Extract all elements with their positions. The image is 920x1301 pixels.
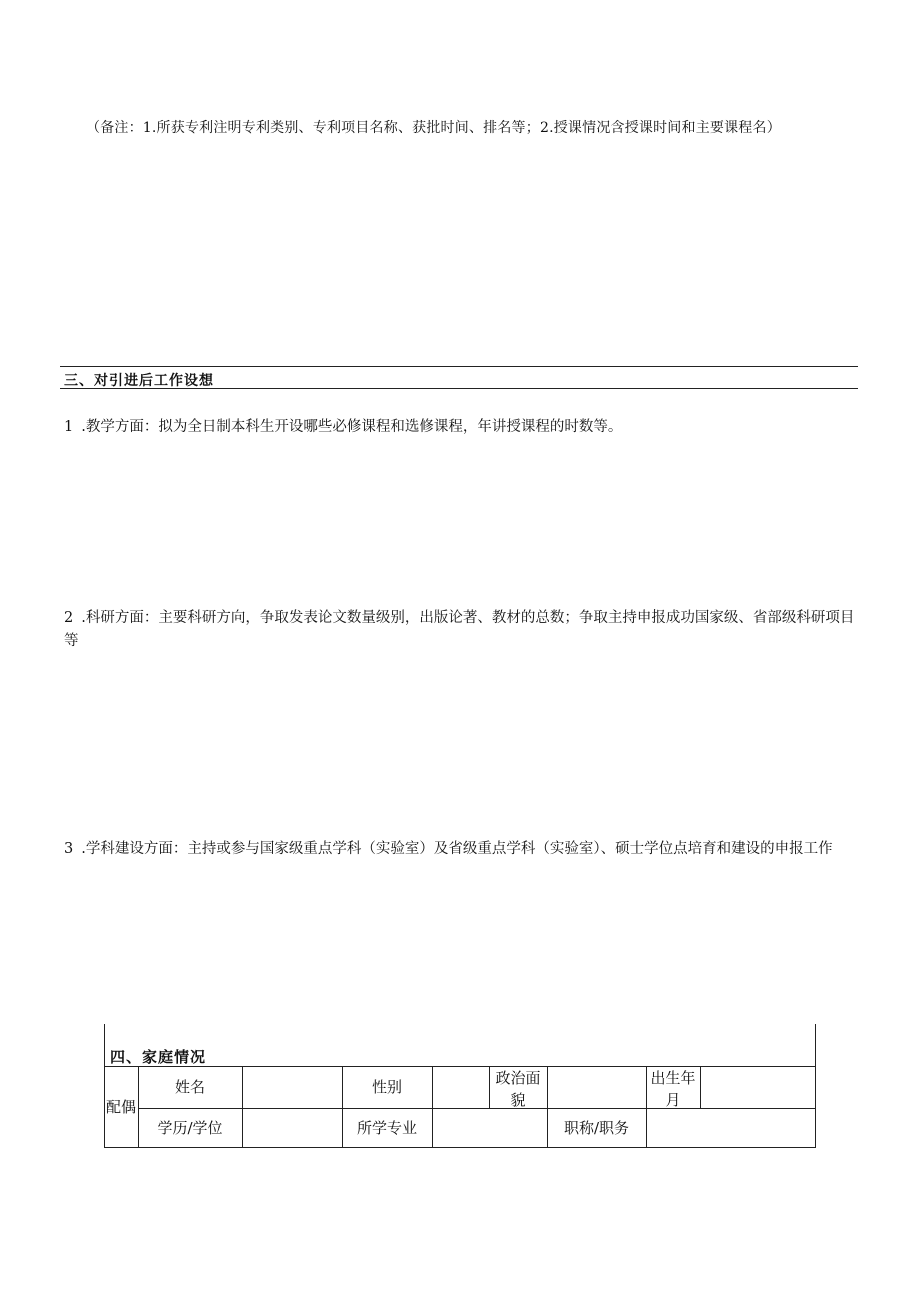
table-border-left: [104, 1024, 105, 1148]
table-border-bottom: [104, 1147, 816, 1148]
family-table: [104, 1024, 816, 1148]
birth-date-label: 出生年月: [650, 1069, 696, 1109]
gender-label: 性别: [371, 1078, 402, 1096]
item-number: 2: [64, 610, 74, 626]
plan-item-research: [64, 607, 859, 653]
item-text: .科研方面：主要科研方向，争取发表论文数量级别，出版论著、教材的总数；争取主持申报成功国家级、省部级科研项目等: [64, 610, 855, 649]
table-line: [700, 1066, 701, 1108]
family-section-title: 四、家庭情况: [110, 1048, 207, 1066]
table-line: [104, 1066, 816, 1067]
table-border-right: [815, 1024, 816, 1148]
section-bottom-rule: [60, 388, 858, 389]
item-number: 3: [64, 841, 74, 857]
table-line: [242, 1066, 243, 1148]
remark-note: （备注：1.所获专利注明专利类别、专利项目名称、获批时间、排名等；2.授课情况含授课时间和主要课程名）: [86, 120, 781, 136]
plan-item-discipline: [64, 838, 859, 861]
job-title-label: 职称/职务: [563, 1119, 630, 1137]
table-line: [432, 1066, 433, 1148]
major-label: 所学专业: [356, 1119, 417, 1137]
section3-title: 三、对引进后工作设想: [64, 373, 214, 389]
item-text: .学科建设方面：主持或参与国家级重点学科（实验室）及省级重点学科（实验室）、硕士学位点培育和建设的申报工作: [81, 841, 833, 857]
item-number: 1: [64, 419, 74, 435]
spouse-label: 配偶: [105, 1098, 136, 1116]
name-label: 姓名: [174, 1078, 205, 1096]
political-status-label: 政治面貌: [495, 1069, 541, 1109]
plan-item-teaching: [64, 416, 859, 439]
section-top-rule: [60, 366, 858, 367]
table-line: [138, 1108, 816, 1109]
education-label: 学历/学位: [157, 1119, 223, 1137]
item-text: .教学方面：拟为全日制本科生开设哪些必修课程和选修课程，年讲授课程的时数等。: [81, 419, 623, 435]
